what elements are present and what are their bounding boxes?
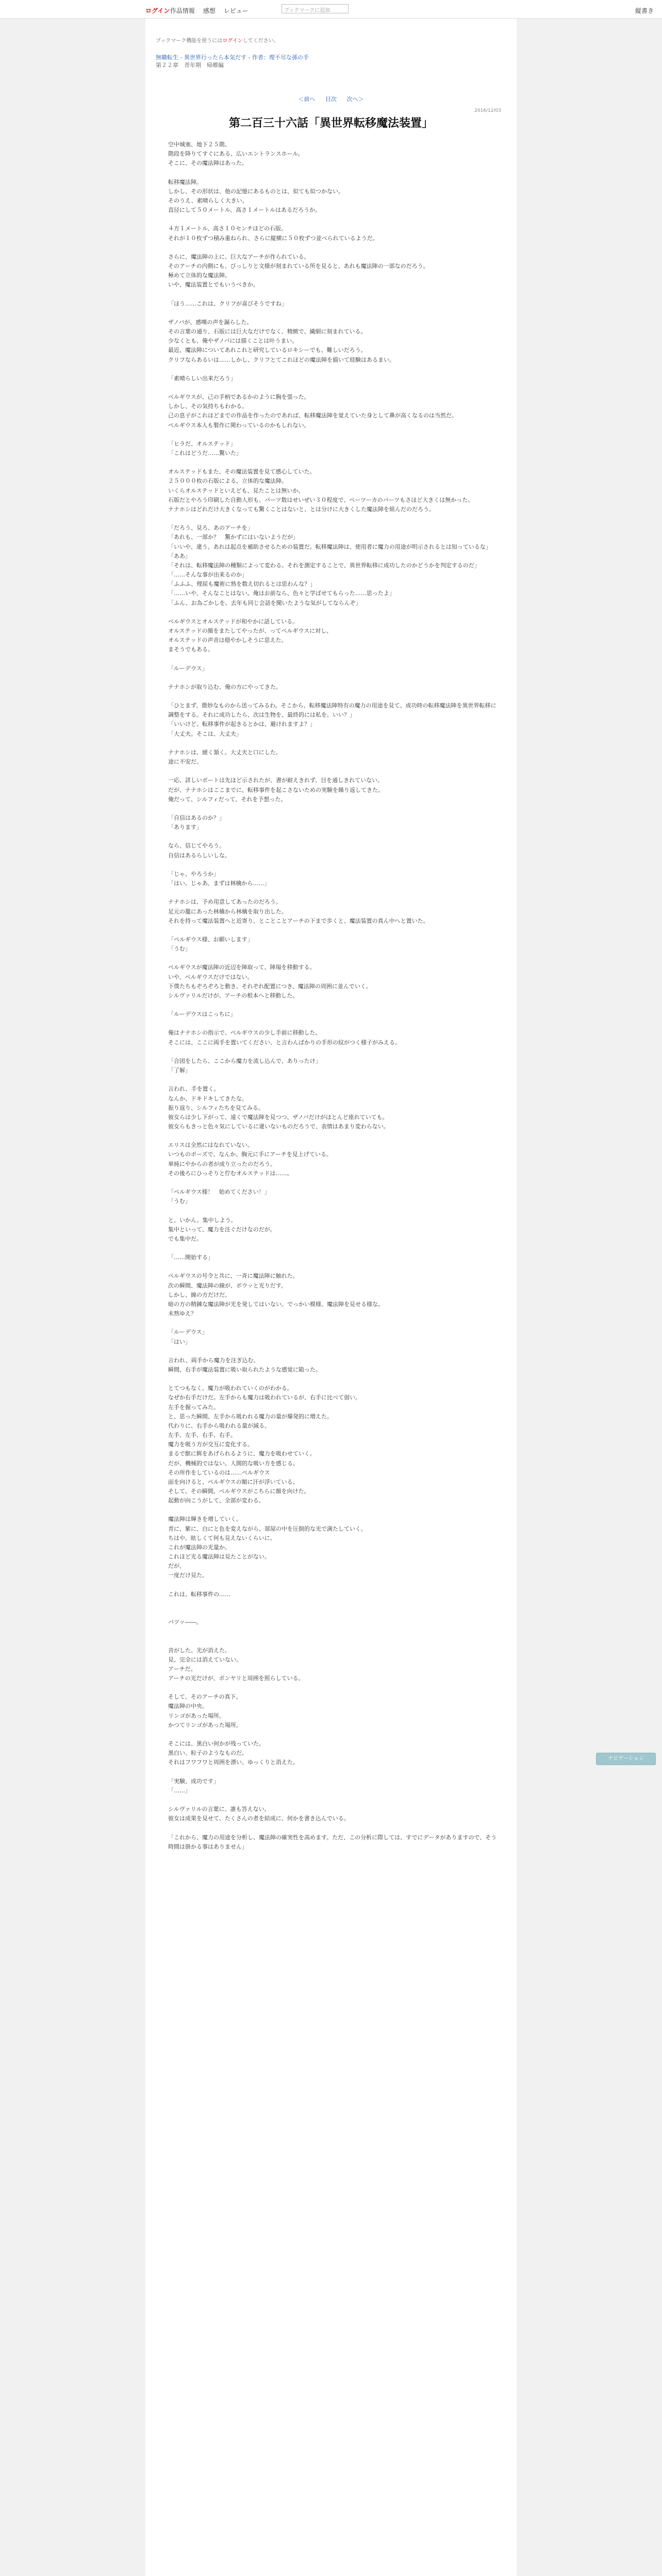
body-line: まるで獣に餌をあげられるように、魔力を吸わせていく。	[168, 1450, 316, 1458]
series-title-link[interactable]: 無職転生 - 異世界行ったら本気だす - 作者：理不尽な孫の手	[156, 54, 309, 61]
body-line: 「ルーデウス」	[168, 665, 208, 672]
body-line: ナナホシが取り込む、俺の方にやってきた。	[168, 683, 282, 690]
body-line	[168, 1599, 498, 1608]
body-line: 「実験、成功です」	[168, 1777, 219, 1785]
body-line: 「……開始する」	[168, 1254, 213, 1261]
body-line: ナナホシは、予め用意してあったのだろう。	[168, 899, 282, 906]
body-line: でも集中だ。	[168, 1235, 202, 1242]
body-line	[168, 290, 498, 299]
body-line: ちはや、眩しくて何も見えないくらいに。	[168, 1534, 276, 1541]
body-line	[168, 1047, 498, 1057]
main-content	[145, 19, 517, 2576]
menu-item-review[interactable]: レビュー	[223, 7, 249, 14]
body-line: 「いいや、違う。あれは起点を補助させるための装置だ。転移魔法陣は、使用者に魔力の用途が明示されるとは知っているな」	[168, 543, 491, 550]
body-line: そこには、ここに両手を置いてください、と言わんばかりの手形の紋がつく様子がみえる。	[168, 1039, 401, 1046]
body-line: 「だろう、見ろ、あのアーチを」	[168, 524, 253, 532]
body-line	[168, 767, 498, 776]
body-line	[168, 1636, 498, 1646]
body-line: 「ルーデウス」	[168, 1329, 208, 1336]
body-line: 「ほう……これは、クリフが喜びそうですね」	[168, 300, 287, 307]
body-line: 暗の方の精錬な魔法陣が光を発してはいない。でっかい模様、魔法陣を見せる様な。	[168, 1300, 384, 1308]
body-line: さらに、魔法陣の上に、巨大なアーチが作られている。	[168, 253, 310, 260]
body-line: 「大丈夫。そこは、大丈夫」	[168, 730, 242, 737]
body-line: しかし、線の方だけだ。	[168, 1291, 230, 1298]
body-line: アーチの光だけが、ポンヤリと周囲を照らしている。	[168, 1675, 304, 1682]
body-line: バツッ――。	[168, 1619, 202, 1626]
body-line: 単純にやからの者が成り立ったのだろう。	[168, 1160, 276, 1167]
body-line: 「いいけど、転移事件が起きるとかは、避けれますよ？」	[168, 721, 316, 728]
body-line: ペルギウスとオルステッドが和やかに話している。	[168, 618, 299, 625]
chapter-line: 第２２章 青年期 帰郷編	[156, 62, 224, 69]
body-line: いや、魔法装置とでもいうべきか。	[168, 281, 259, 289]
body-line: 代わりに、右手から吸われる量が減る。	[168, 1422, 270, 1429]
body-line: だが、	[168, 1563, 185, 1570]
body-line: 言われ、手を置く。	[168, 1086, 220, 1093]
body-line: なんか、ドキドキしてきたな。	[168, 1095, 247, 1102]
body-line: 「ああ」	[168, 552, 191, 560]
body-line: 「これから、魔力の用途を分析し、魔法陣の確実性を高めます。ただ、この分析に際しては、すでにデータがありますので、そう時間は掛かる事はありません」	[168, 1834, 497, 1850]
body-line: オルステッドの顔をまたしてやったが、ってペルギウスに対し、	[168, 627, 333, 634]
body-line: その後ろにひっそりと佇むオルステッドは……。	[168, 1170, 293, 1177]
vertical-writing-link[interactable]: 縦書き	[635, 7, 654, 14]
body-line: かつてリンゴがあった場所。	[168, 1721, 242, 1728]
body-line: ペルギウス本人も製作に関わっているのかもしれない。	[168, 421, 310, 429]
bookmark-input[interactable]: ブックマークに追加	[282, 4, 349, 13]
body-line: 彼女らもきっと色々気にしているに違いないものだろうで、表情はあまり変わらない。	[168, 1123, 389, 1130]
body-line: 集中といって、魔力を注ぐだけなのだが。	[168, 1226, 276, 1233]
body-line	[168, 804, 498, 814]
body-line: 「ふん、お為ごかしを。去年も同じ会話を聞いたような気がしてならんぞ」	[168, 599, 361, 606]
body-line: 少なくとも、俺やザノバには描くことは叶うまい。	[168, 337, 298, 345]
body-line	[168, 383, 498, 393]
body-line: 言われ、両手から魔力を注ぎ込む。	[168, 1357, 259, 1364]
body-line: 青に、紫に、白にと色を変えながら、部屋の中を圧倒的な光で満たしていく。	[168, 1525, 367, 1532]
body-line	[168, 365, 498, 374]
body-line: いくらオルステッドといえども、見たことは無いか。	[168, 487, 304, 494]
body-line	[168, 1131, 498, 1141]
body-line	[168, 1019, 498, 1028]
body-line	[168, 1244, 498, 1253]
body-line: そこに、その魔法陣はあった。	[168, 160, 247, 167]
body-line	[168, 1347, 498, 1356]
body-line: 彼女は成果を見せて、たくさんの者を結成に、何かを書き込んでいる。	[168, 1815, 350, 1822]
body-line: 「……そんな事が出来るのか」	[168, 571, 247, 579]
body-line	[168, 1318, 498, 1328]
body-line: 左手を握ってみた。	[168, 1403, 219, 1411]
top-bar	[0, 0, 662, 19]
body-line: 魔力を吸う方が交互に変化する。	[168, 1441, 253, 1448]
body-line: まそうでもある。	[168, 646, 213, 653]
chapter-nav	[145, 95, 517, 103]
body-line	[168, 430, 498, 439]
body-line: これは、転移事件の……	[168, 1590, 230, 1598]
body-line: 一応、詳しいポートは先ほど示されたが、書が耐えきれず、目を通しきれていない。	[168, 777, 384, 784]
body-line: 空中城塞、地下２５階。	[168, 141, 230, 148]
body-line	[168, 888, 498, 897]
next-link[interactable]: 次へ＞	[346, 96, 364, 103]
body-line: クリフならあるいは……しかし、クリフとてこれほどの魔法陣を描いて経験はあるまい。	[168, 356, 395, 363]
body-line	[168, 168, 498, 177]
body-line: 「あります」	[168, 824, 202, 831]
body-line: 「了解」	[168, 1067, 191, 1074]
body-line	[168, 673, 498, 683]
body-line: 「素晴らしい出来だろう」	[168, 375, 236, 382]
body-line: エリスは全然にはなれていない。	[168, 1142, 253, 1149]
body-line: 直径にして５０メートル、高さ１メートルはあるだろうか。	[168, 207, 321, 214]
login-note: ブックマーク機能を使うにはログインしてください。	[156, 38, 279, 44]
body-line: とてつもなく、魔力が吸われていくのがわかる。	[168, 1385, 293, 1392]
body-line: 「ひとまず、微妙なものから送ってみるわ。そこから、転移魔法陣特有の魔力の用途を見て、成功時の転移魔法陣を異世界転移に調整をする。それに成功したら、次は生物を、最終的には私を。いい？」	[168, 702, 496, 719]
menu-item-impressions[interactable]: 感想	[203, 7, 216, 14]
body-line: いつものポーズで、なんか、胸元に手にアーチを見上げている。	[168, 1151, 332, 1158]
body-line: 次の瞬間、魔法陣の線が、ボウッと光りだす。	[168, 1282, 287, 1289]
body-line: 魔法陣の中央。	[168, 1703, 208, 1710]
body-line: 「ヒラだ、オルステッド」	[168, 440, 236, 447]
body-line	[168, 1262, 498, 1272]
body-line: 起動が向こうがして、全部が変わる。	[168, 1497, 264, 1504]
body-line	[168, 739, 498, 748]
body-line: 左手、左手、右手、右手。	[168, 1432, 236, 1439]
body-line: 途に不安だ。	[168, 758, 202, 766]
body-line	[168, 1795, 498, 1805]
note-login-link[interactable]: ログイン	[222, 38, 243, 44]
body-line: 見、完全には消えていない。	[168, 1656, 242, 1663]
body-line: ザノバが、感嘆の声を漏らした。	[168, 318, 253, 326]
body-line: その所作をしているのは……ペルギウス	[168, 1469, 270, 1476]
body-line: シルヴァリルだけが、アーチの根本へと移動した。	[168, 992, 299, 999]
body-line: 最近、魔法陣についてあれこれと研究しているロキシーでも、難しいだろう。	[168, 347, 367, 354]
body-line: 石版だとやろう印刷した自動人形も、パーツ数はせいぜい３０程度で、ペーツーカのパーツもさほど大きくは無かった。	[168, 496, 474, 503]
body-line: オルステッドもまた、その魔法装置を見て感心していた。	[168, 468, 316, 476]
body-line: しかし、その気持ちもわかる。	[168, 403, 247, 410]
body-line: なぜか右手だけだ。左手からも魔力は吸われているが、右手に比べて弱い。	[168, 1394, 361, 1401]
body-line	[168, 215, 498, 224]
body-line: シルヴァリルの言葉に、誰も答えない。	[168, 1806, 270, 1813]
chapter-body	[168, 140, 498, 1852]
body-line	[168, 926, 498, 935]
body-line: 「ペルギウス様！ 始めてください！」	[168, 1189, 270, 1196]
body-line	[168, 1730, 498, 1739]
body-line: と、思った瞬間、左手から吸われる魔力の量が爆発的に増えた。	[168, 1413, 333, 1420]
menu-item-info[interactable]: 作品情報	[170, 7, 195, 14]
body-line	[168, 1178, 498, 1188]
body-line: それが１０枚ずつ積み重ねられ、さらに縦横に５０枚ずつ並べられているようだ。	[168, 234, 378, 242]
body-line: 足元の籠にあった林檎から林檎を取り出した。	[168, 908, 287, 915]
publish-date: 2016/12/03	[474, 108, 501, 113]
body-line: 「うむ」	[168, 945, 191, 953]
body-line	[168, 1375, 498, 1384]
body-line: 転移魔法陣。	[168, 178, 202, 185]
body-line: だが、ナナホシはここまでに、転移事件を起こさないための実験を繰り返してきた。	[168, 786, 384, 793]
body-line	[168, 832, 498, 841]
login-link[interactable]: ログイン	[145, 7, 170, 14]
body-line: だが、機械的ではない。人間的な吸い方を感じる。	[168, 1460, 299, 1467]
body-line: 「これはどうだ……驚いた」	[168, 450, 242, 457]
body-line: 未熟ゆえ？	[168, 1310, 196, 1317]
body-line: そこには、黒白い何かが残っていた。	[168, 1740, 264, 1748]
body-line	[168, 458, 498, 467]
body-line: しかし、その形状は、他の記憶にあるものとは、似ても似つかない。	[168, 188, 344, 195]
body-line: オルステッドの声音は穏やかしそうに思えた。	[168, 637, 287, 644]
body-line: ナナホシはどれだけ大きくなっても驚くことはないと、とは分けに大きくした魔法陣を組んだのだろう。	[168, 505, 435, 513]
body-line: 「はい。じゃあ、まずは林檎から……」	[168, 880, 270, 887]
body-line: そして、その瞬間、ペルギウスがこちらに顔を向けた。	[168, 1487, 310, 1495]
body-line: 自信はあるらしいしな。	[168, 852, 230, 859]
body-line: これが魔法陣の光量か。	[168, 1544, 230, 1551]
body-line	[168, 654, 498, 664]
body-line: 瞬間、右手が魔法装置に吸い取られたような感覚に陥った。	[168, 1366, 321, 1373]
body-line	[168, 243, 498, 252]
body-line	[168, 608, 498, 617]
body-line	[168, 1001, 498, 1010]
body-line: ペルギウスの号令と共に、一斉に魔法陣に触れた。	[168, 1273, 299, 1280]
body-line: 「……」	[168, 1787, 191, 1794]
body-line: 俺はナナホシの指示で、ペルギウスの少し手前に移動した。	[168, 1029, 321, 1037]
body-line: 振り返り、シルフィたちを見てみる。	[168, 1104, 264, 1111]
body-line: 「うむ」	[168, 1198, 191, 1205]
body-line: 「はい」	[168, 1338, 191, 1345]
body-line: 「じゃ、やろうか」	[168, 870, 219, 877]
prev-link[interactable]: ＜前へ	[298, 96, 316, 103]
body-line: 「……いや、そんなことはない。俺はお前なら、色々と学ばせてもらった……思ったよ」	[168, 590, 395, 597]
body-line: ２５０００枚の石版による、立体的な魔法陣。	[168, 478, 287, 485]
body-line	[168, 1075, 498, 1084]
body-line	[168, 692, 498, 701]
body-line: 魔法陣は輝きを増していく。	[168, 1516, 242, 1523]
body-line	[168, 1581, 498, 1590]
body-line: それを持って魔法装置へと近寄り、とことことアーチの下まで歩くと、魔法装置の真ん中へと置いた。	[168, 917, 429, 924]
body-line: これほど光る魔法陣は見たことがない。	[168, 1553, 270, 1561]
body-line: ナナホシは、緩く頷く。大丈夫と口にした。	[168, 749, 282, 756]
body-line: 「ペルギウス様、お願いします」	[168, 936, 253, 943]
body-line: 「あれも、一部か？ 驚かずにはいないようだが」	[168, 534, 299, 541]
body-line: 「自信はあるのか？」	[168, 814, 225, 821]
body-line	[168, 1206, 498, 1215]
body-line	[168, 309, 498, 318]
body-line: 「ルーデウスはこっちに」	[168, 1011, 236, 1018]
body-line: 「ふふふ、理屈も魔術に熟を数え切れるとは思わんな？」	[168, 581, 316, 588]
body-line: 階段を降りてすぐにある、広いエントランスホール。	[168, 150, 304, 158]
body-line: なら、信じてやろう。	[168, 842, 225, 850]
body-line: それはフワフワと周囲を漂い、ゆっくりと消えた。	[168, 1759, 299, 1766]
body-line: 一度だけ見た。	[168, 1572, 208, 1579]
body-line: その言葉の通り、石版には巨大なだけでなく、精緻で、繊細に刻まれている。	[168, 328, 367, 335]
body-line	[168, 1683, 498, 1692]
body-line	[168, 954, 498, 963]
body-line: 音がした。光が消えた。	[168, 1647, 230, 1654]
body-line: ４方１メートル、高さ１０センチほどの石版。	[168, 225, 287, 232]
body-line	[168, 1627, 498, 1636]
body-line: そして、そのアーチの真下。	[168, 1693, 242, 1701]
body-line: 己の息子がこれほどまでの作品を作ったのであれば、転移魔法陣を覚えていた身として鼻が高くなるのは当然だ。	[168, 412, 457, 419]
body-line: 黒白い、粒子のようなものだ。	[168, 1750, 247, 1757]
navigation-button[interactable]: ナビゲーション	[596, 1753, 656, 1765]
body-line	[168, 514, 498, 523]
body-line: 「合図をしたら、ここから魔力を流し込んで、ありったけ」	[168, 1057, 321, 1064]
body-line	[168, 1823, 498, 1833]
body-line: と、いかん。集中しよう。	[168, 1216, 237, 1224]
body-line: 彼女らは少し下がって、遠くで魔法陣を見つつ、ザノバだけがほとんど座れていても。	[168, 1113, 388, 1121]
top-menu	[170, 6, 255, 15]
body-line	[168, 860, 498, 870]
body-line: 俺だって、シルフィだって、それを予想った。	[168, 795, 287, 803]
body-line	[168, 1608, 498, 1618]
body-line: リンゴがあった場所。	[168, 1712, 225, 1719]
body-line: そのアーチの内側にも、びっしりと文様が刻まれている所を見ると、あれも魔法陣の一部なのだろう。	[168, 262, 429, 269]
body-line: 下僕たちもぞろぞろと動き、それぞれ配置につき、魔法陣の周囲に並んでいく。	[168, 982, 372, 990]
body-line: ペルギウスが魔法陣の近辺を陣取って、陣場を移動する。	[168, 964, 316, 971]
body-line: 極めて立体的な魔法陣。	[168, 272, 230, 279]
body-line: ペルギウスが、己の手柄であるかのように胸を張った。	[168, 394, 310, 401]
body-line: アーチだ。	[168, 1665, 196, 1672]
body-line: 「それは、転移魔法陣の種類によって変わる。それを測定することで、異世界転移に成功したのかどうかを判定するのだ」	[168, 562, 480, 569]
body-line: 面を向けると、ペルギウスの額に汗が浮いている。	[168, 1478, 299, 1485]
body-line	[168, 1768, 498, 1777]
chapter-title: 第二百三十六話「異世界転移魔法装置」	[228, 117, 433, 130]
body-line: そのうえ、素晴らしく大きい。	[168, 197, 248, 204]
toc-link[interactable]: 目次	[325, 96, 337, 103]
body-line: いや、ペルギウスだけではない。	[168, 973, 253, 980]
body-line	[168, 1505, 498, 1515]
